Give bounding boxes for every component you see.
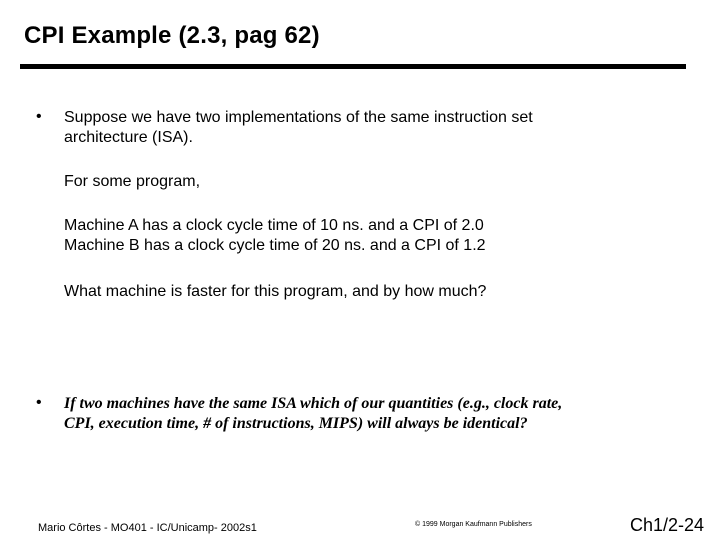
- bullet-marker-1: •: [36, 108, 42, 125]
- footer-copyright: © 1999 Morgan Kaufmann Publishers: [415, 521, 532, 528]
- slide-title: CPI Example (2.3, pag 62): [24, 22, 320, 49]
- bullet1-line3: For some program,: [64, 173, 201, 190]
- bullet1-line5: Machine B has a clock cycle time of 20 ns. and a CPI of 1.2: [64, 237, 486, 254]
- footer-author: Mario Côrtes - MO401 - IC/Unicamp- 2002s1: [38, 522, 257, 534]
- bullet-marker-2: •: [36, 394, 42, 411]
- bullet1-line1: Suppose we have two implementations of the same instruction set: [64, 109, 533, 126]
- bullet2-line1: If two machines have the same ISA which of our quantities (e.g., clock rate,: [64, 395, 563, 412]
- bullet1-line4: Machine A has a clock cycle time of 10 ns. and a CPI of 2.0: [64, 217, 484, 234]
- footer-page-number: Ch1/2-24: [630, 515, 705, 535]
- bullet1-line2: architecture (ISA).: [64, 129, 193, 146]
- bullet1-line6: What machine is faster for this program, and by how much?: [64, 283, 487, 300]
- title-rule: [20, 64, 686, 69]
- bullet2-line2: CPI, execution time, # of instructions, MIPS) will always be identical?: [64, 415, 528, 432]
